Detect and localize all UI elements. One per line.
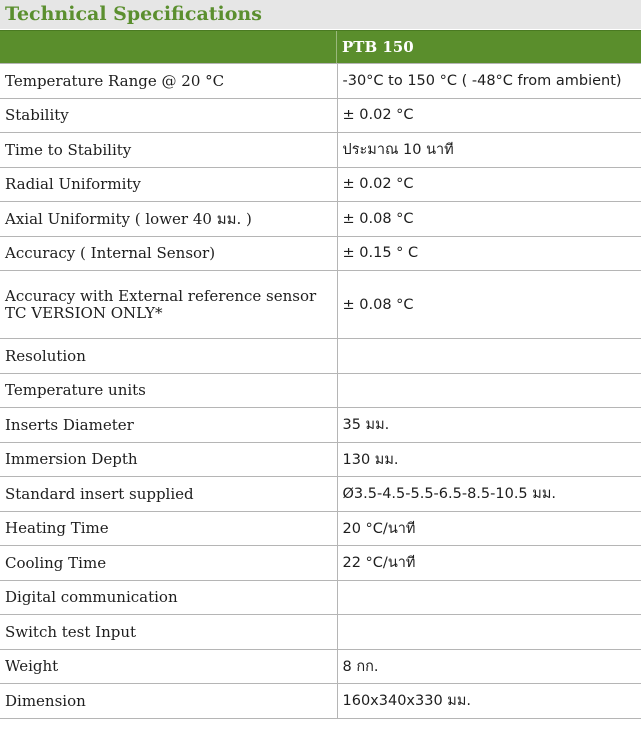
table-row bbox=[0, 271, 641, 339]
spec-label: Accuracy ( Internal Sensor) bbox=[0, 236, 337, 271]
spec-label: Standard insert supplied bbox=[0, 477, 337, 512]
table-header-row bbox=[0, 30, 641, 63]
spec-value: ± 0.02 °C bbox=[337, 167, 641, 202]
spec-label-line: Accuracy with External reference sensor bbox=[5, 286, 317, 305]
spec-value: 20 °C/นาที bbox=[337, 511, 641, 546]
spec-value: ± 0.08 °C bbox=[337, 202, 641, 237]
spec-value: ประมาณ 10 นาที bbox=[337, 133, 641, 168]
spec-value bbox=[337, 339, 641, 374]
spec-title: Technical Specifications bbox=[0, 0, 641, 29]
spec-label: Axial Uniformity ( lower 40 มม. ) bbox=[0, 202, 337, 237]
spec-value: -30°C to 150 °C ( -48°C from ambient) bbox=[337, 64, 641, 99]
spec-label: Temperature units bbox=[0, 373, 337, 408]
table-row bbox=[0, 98, 641, 133]
table-row bbox=[0, 202, 641, 237]
table-row bbox=[0, 615, 641, 650]
spec-label: Stability bbox=[0, 98, 337, 133]
spec-value bbox=[337, 580, 641, 615]
table-row bbox=[0, 167, 641, 202]
table-row bbox=[0, 373, 641, 408]
spec-label bbox=[0, 271, 337, 339]
spec-value bbox=[337, 373, 641, 408]
table-row bbox=[0, 339, 641, 374]
spec-value: ± 0.15 ° C bbox=[337, 236, 641, 271]
spec-label: Resolution bbox=[0, 339, 337, 374]
header-divider bbox=[336, 31, 337, 63]
spec-label: Weight bbox=[0, 649, 337, 684]
table-row bbox=[0, 511, 641, 546]
spec-label: Immersion Depth bbox=[0, 442, 337, 477]
table-row bbox=[0, 442, 641, 477]
spec-label: Time to Stability bbox=[0, 133, 337, 168]
spec-value: 35 มม. bbox=[337, 408, 641, 443]
spec-value: ± 0.02 °C bbox=[337, 98, 641, 133]
table-row bbox=[0, 477, 641, 512]
spec-table bbox=[0, 63, 641, 719]
spec-label: Inserts Diameter bbox=[0, 408, 337, 443]
spec-value: 8 กก. bbox=[337, 649, 641, 684]
spec-label: Dimension bbox=[0, 684, 337, 719]
table-row bbox=[0, 236, 641, 271]
model-column-header: PTB 150 bbox=[342, 38, 414, 56]
table-row bbox=[0, 408, 641, 443]
spec-value: 22 °C/นาที bbox=[337, 546, 641, 581]
table-row bbox=[0, 684, 641, 719]
spec-label: Heating Time bbox=[0, 511, 337, 546]
spec-label: Radial Uniformity bbox=[0, 167, 337, 202]
table-row bbox=[0, 133, 641, 168]
spec-label: Temperature Range @ 20 °C bbox=[0, 64, 337, 99]
spec-value: 160x340x330 มม. bbox=[337, 684, 641, 719]
table-row bbox=[0, 546, 641, 581]
spec-value: ± 0.08 °C bbox=[337, 271, 641, 339]
spec-value bbox=[337, 615, 641, 650]
spec-label: Digital communication bbox=[0, 580, 337, 615]
spec-label: Switch test Input bbox=[0, 615, 337, 650]
table-row bbox=[0, 580, 641, 615]
spec-value: Ø3.5-4.5-5.5-6.5-8.5-10.5 มม. bbox=[337, 477, 641, 512]
table-row bbox=[0, 64, 641, 99]
table-row bbox=[0, 649, 641, 684]
spec-label: Cooling Time bbox=[0, 546, 337, 581]
spec-label-line: TC VERSION ONLY* bbox=[5, 303, 163, 322]
spec-value: 130 มม. bbox=[337, 442, 641, 477]
